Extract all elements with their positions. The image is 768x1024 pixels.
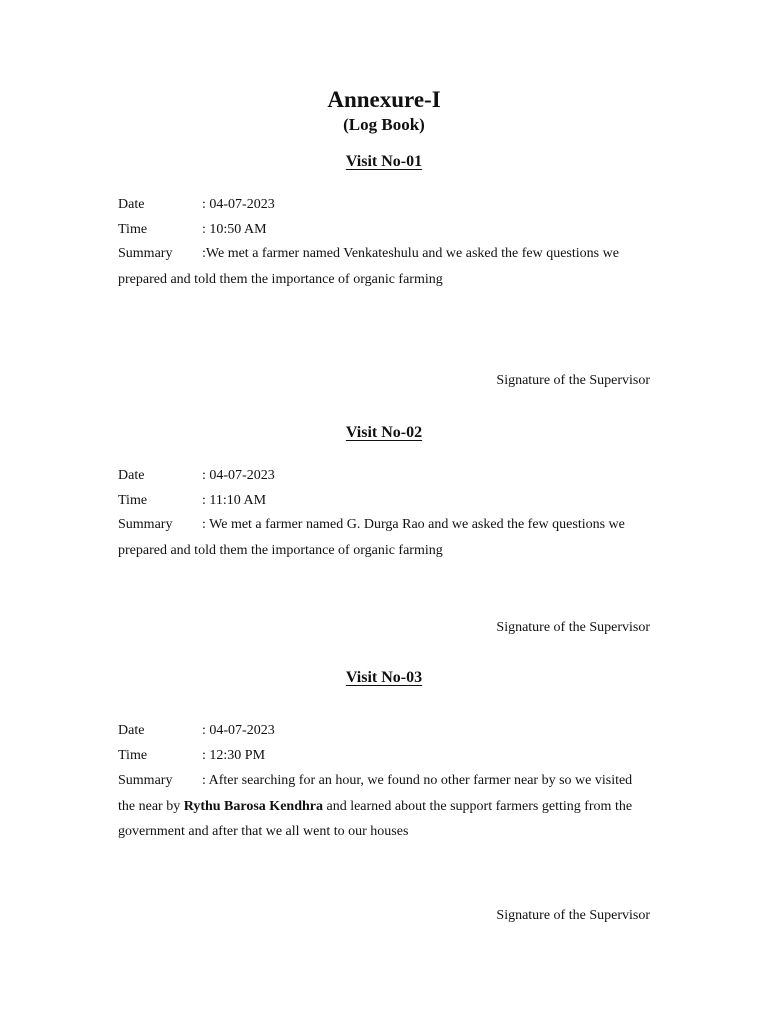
summary-paragraph xyxy=(118,512,648,563)
date-row xyxy=(118,722,275,740)
time-value: : 10:50 AM xyxy=(202,222,267,237)
time-row xyxy=(118,747,265,765)
date-label: Date xyxy=(118,468,145,483)
date-row xyxy=(118,196,275,214)
date-label: Date xyxy=(118,723,145,738)
summary-label: Summary xyxy=(118,773,173,788)
summary-paragraph xyxy=(118,768,648,845)
document-subtitle: (Log Book) xyxy=(343,115,425,134)
visit-heading xyxy=(0,423,768,443)
supervisor-signature: Signature of the Supervisor xyxy=(496,373,650,388)
visit-heading xyxy=(0,668,768,688)
summary-label: Summary xyxy=(118,246,173,261)
summary-text-before: : After searching for an hour, we found no other farmer near by so we visited the near by xyxy=(118,773,633,814)
date-label: Date xyxy=(118,197,145,212)
time-value: : 11:10 AM xyxy=(202,493,267,508)
kendra-name: Rythu Barosa Kendhra xyxy=(183,798,323,814)
visit-heading-text: Visit No-03 xyxy=(345,669,423,686)
time-label: Time xyxy=(118,748,148,763)
document-title: Annexure-I xyxy=(327,87,441,112)
supervisor-signature: Signature of the Supervisor xyxy=(496,620,650,635)
time-value: : 12:30 PM xyxy=(202,748,266,763)
visit-heading xyxy=(0,152,768,172)
time-row xyxy=(118,221,267,239)
date-value: : 04-07-2023 xyxy=(202,197,275,212)
summary-paragraph xyxy=(118,241,648,292)
date-value: : 04-07-2023 xyxy=(202,723,275,738)
summary-text: :We met a farmer named Venkateshulu and we asked the few questions we prepared and told them the importance of organic farming xyxy=(118,246,619,287)
date-value: : 04-07-2023 xyxy=(202,468,275,483)
visit-heading-text: Visit No-01 xyxy=(345,153,423,170)
visit-heading-text: Visit No-02 xyxy=(345,424,423,441)
summary-text: : We met a farmer named G. Durga Rao and we asked the few questions we prepared and told them the importance of organic farming xyxy=(118,517,625,558)
date-row xyxy=(118,467,275,485)
summary-label: Summary xyxy=(118,517,173,532)
supervisor-signature: Signature of the Supervisor xyxy=(496,908,650,923)
time-row xyxy=(118,492,266,510)
summary-text-after: and learned about the support farmers getting from the government and after that we all went to our houses xyxy=(118,798,633,839)
time-label: Time xyxy=(118,222,148,237)
time-label: Time xyxy=(118,493,148,508)
